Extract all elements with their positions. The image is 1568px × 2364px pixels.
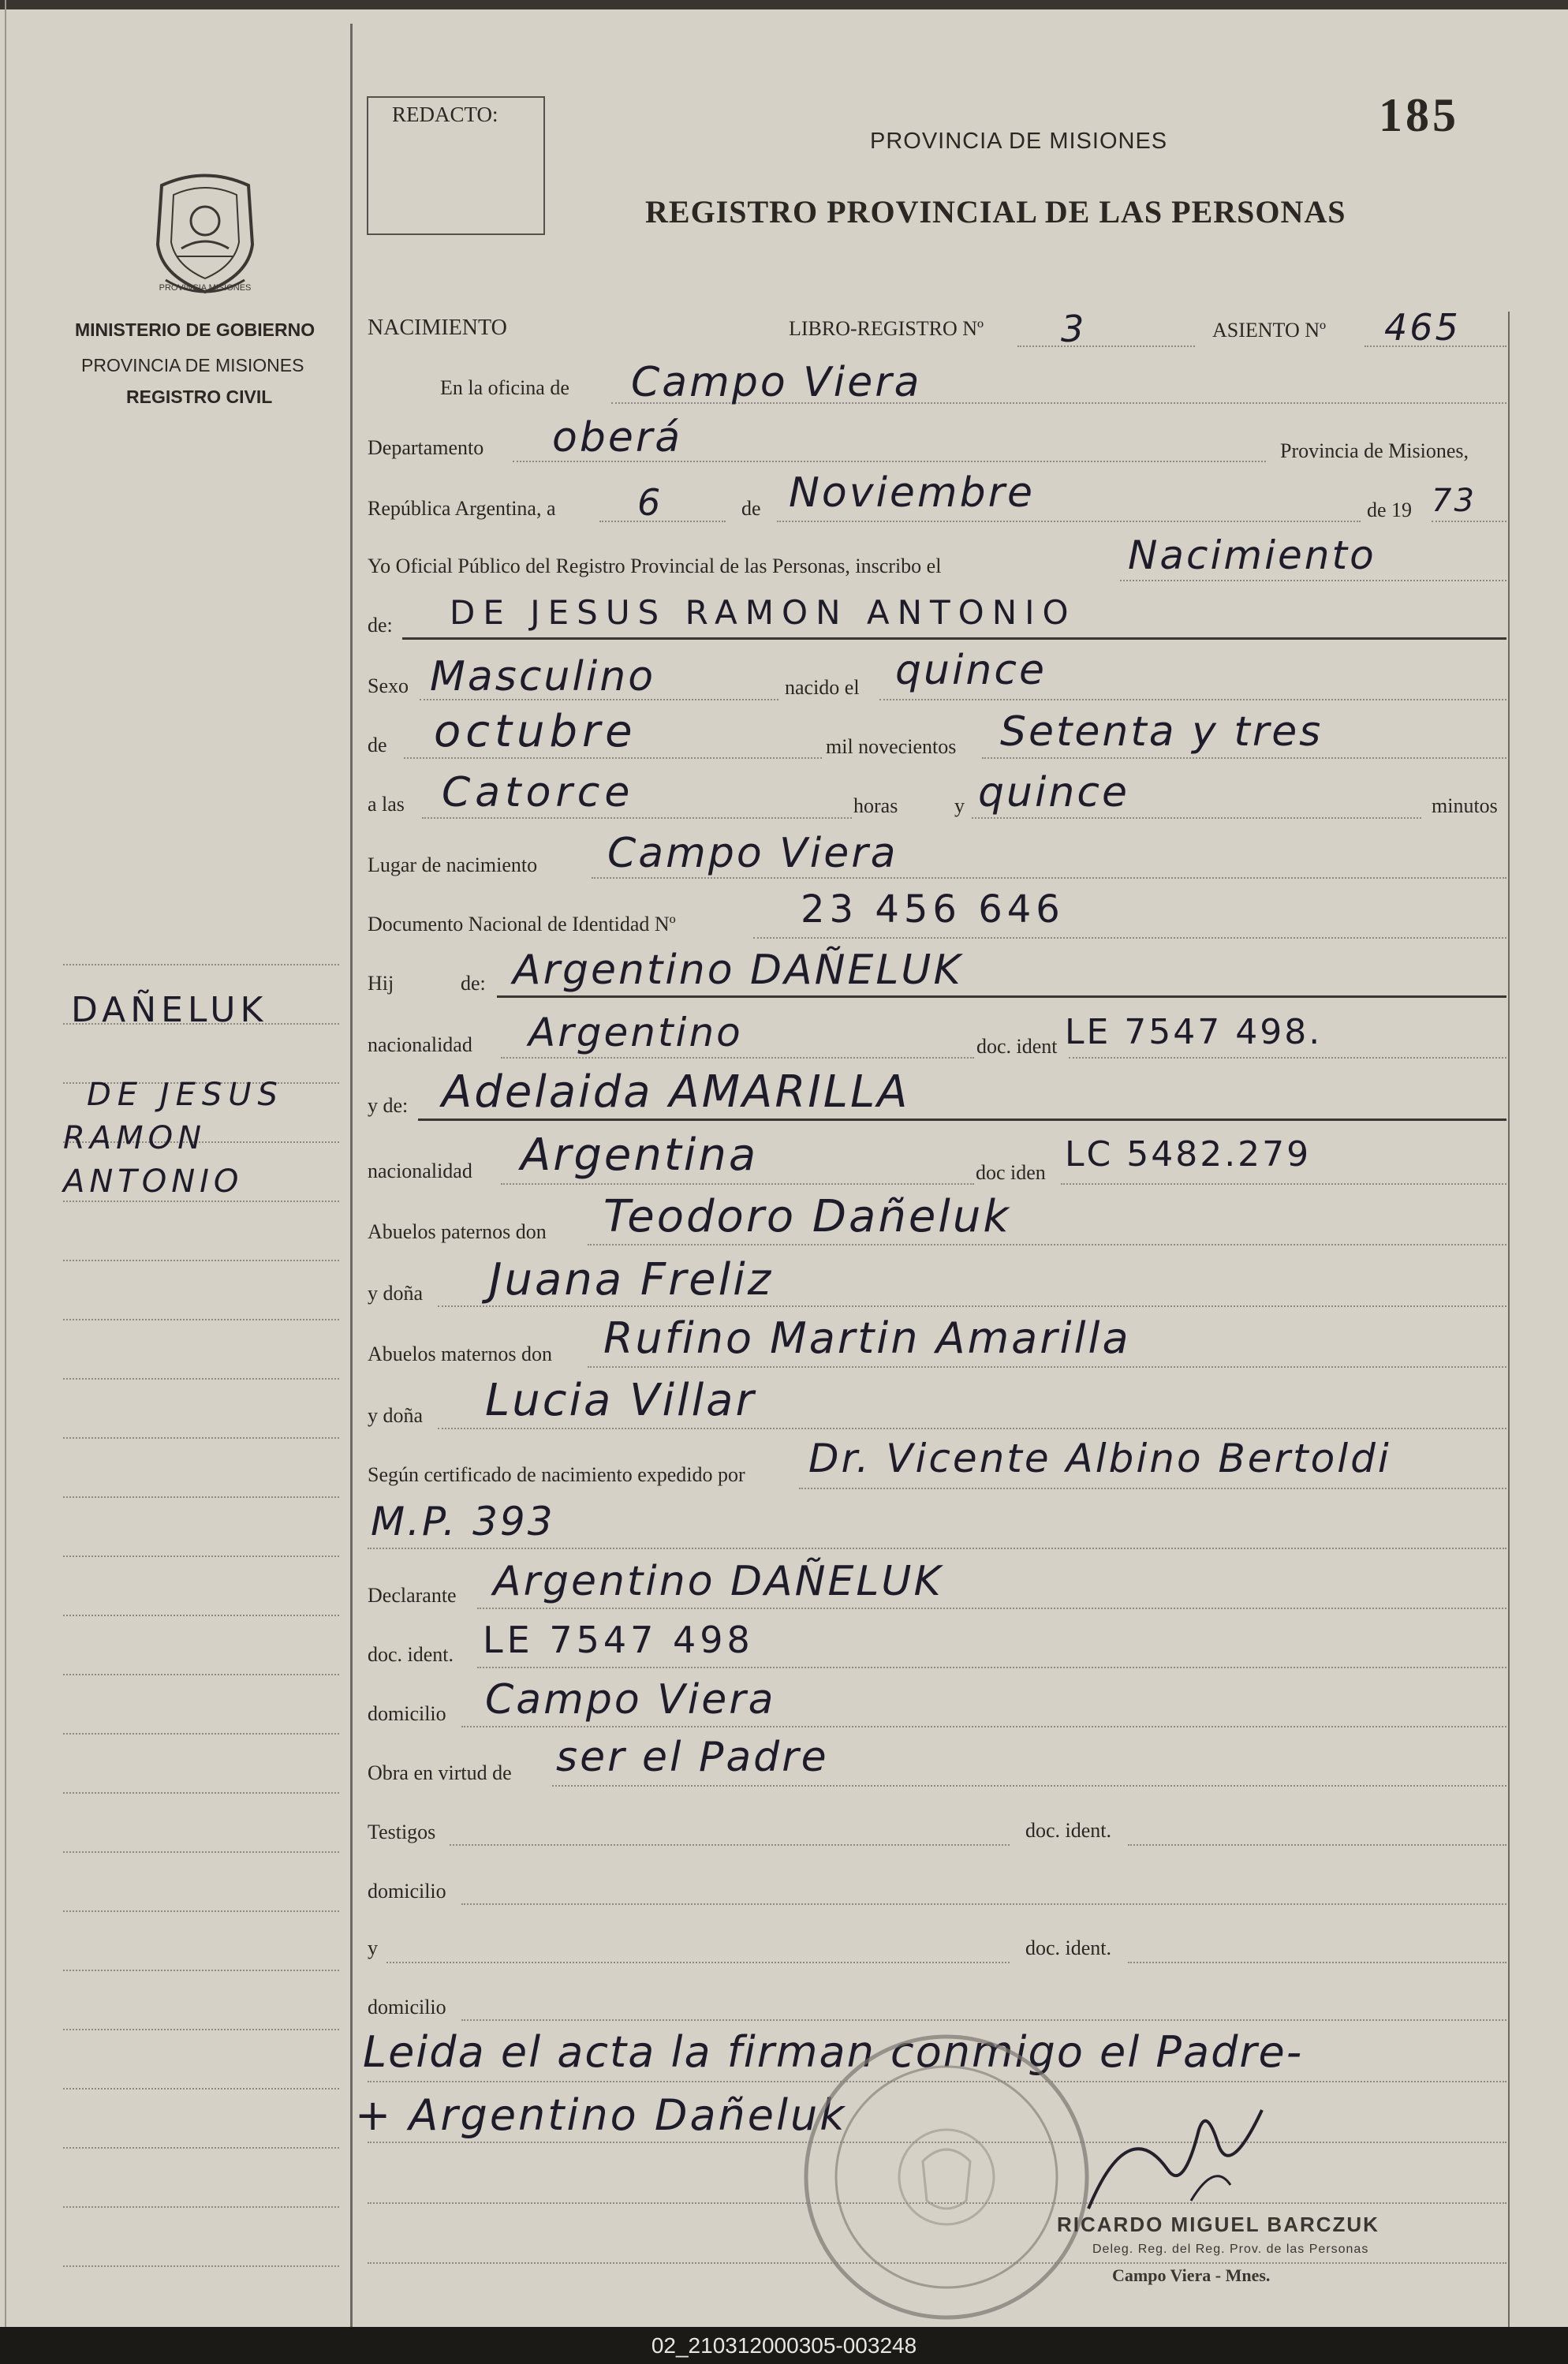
label-declarante: Declarante: [368, 1584, 457, 1607]
ministry-line2: PROVINCIA DE MISIONES: [81, 355, 304, 375]
label-republica: República Argentina, a: [368, 497, 556, 520]
label-de-colon: de:: [368, 614, 393, 637]
label-de2: de: [368, 734, 387, 756]
label-de19: de 19: [1367, 499, 1413, 521]
scan-top-edge: [0, 0, 1568, 9]
label-doc-ident1: doc. ident: [976, 1035, 1058, 1058]
label-doc-ident5: doc. ident.: [1025, 1936, 1112, 1959]
value-certificado: Dr. Vicente Albino Bertoldi: [808, 1436, 1391, 1481]
closing-line2: + Argentino Dañeluk: [355, 2090, 847, 2140]
value-dni: 23 456 646: [801, 887, 1065, 932]
redacto-label: REDACTO:: [392, 103, 498, 126]
label-nacimiento: NACIMIENTO: [368, 316, 507, 340]
margin-name-line3: ANTONIO: [63, 1163, 244, 1200]
value-padre: Argentino DAÑELUK: [513, 947, 963, 994]
label-y-dona1: y doña: [368, 1282, 424, 1305]
provincial-emblem-icon: [138, 170, 272, 300]
emblem-lettering: PROVINCIA MISIONES: [159, 283, 252, 293]
value-libro: 3: [1061, 308, 1087, 350]
value-doc-declarante: LE 7547 498: [483, 1619, 754, 1661]
label-yo-oficial: Yo Oficial Público del Registro Provincial de las Personas, inscribo el: [368, 555, 942, 577]
label-hijo-de: de:: [461, 972, 486, 995]
label-minutos: minutos: [1432, 794, 1498, 817]
label-departamento: Departamento: [368, 436, 484, 459]
value-lugar: Campo Viera: [607, 830, 898, 877]
redacto-box: [367, 96, 545, 235]
label-domicilio1: domicilio: [368, 1702, 446, 1725]
label-provincia: Provincia de Misiones,: [1280, 439, 1469, 462]
label-y-de: y de:: [368, 1094, 409, 1117]
province-heading: PROVINCIA DE MISIONES: [870, 129, 1168, 154]
stamp-title: Deleg. Reg. del Reg. Prov. de las Personas: [1092, 2243, 1369, 2256]
label-doc-ident3: doc. ident.: [368, 1643, 454, 1666]
label-sexo: Sexo: [368, 674, 409, 697]
label-oficina: En la oficina de: [440, 376, 569, 399]
value-minutos: quince: [978, 769, 1129, 816]
label-obra: Obra en virtud de: [368, 1761, 512, 1784]
label-y1: y: [954, 794, 965, 817]
far-left-edge: [5, 0, 6, 2327]
value-madre: Adelaida AMARILLA: [442, 1066, 910, 1118]
value-doc-padre: LE 7547 498.: [1065, 1012, 1323, 1052]
label-nacionalidad1: nacionalidad: [368, 1033, 472, 1056]
value-acto: Nacimiento: [1128, 532, 1376, 578]
value-nacido-el: quince: [895, 647, 1047, 694]
ministry-line1: MINISTERIO DE GOBIERNO: [75, 319, 315, 340]
value-asiento: 465: [1384, 306, 1461, 349]
label-domicilio2: domicilio: [368, 1880, 446, 1903]
stamp-name: RICARDO MIGUEL BARCZUK: [1057, 2213, 1379, 2236]
label-segun: Según certificado de nacimiento expedido por: [368, 1463, 745, 1486]
value-doc-madre: LC 5482.279: [1065, 1134, 1312, 1175]
image-caption: 02_210312000305-003248: [651, 2332, 917, 2358]
value-mes: Noviembre: [789, 469, 1035, 517]
value-anio: 73: [1432, 483, 1477, 519]
image-caption-bar: [0, 2327, 1568, 2364]
label-libro: LIBRO-REGISTRO Nº: [789, 317, 984, 340]
label-a-las: a las: [368, 793, 405, 816]
value-oficina: Campo Viera: [631, 359, 922, 406]
label-doc-ident4: doc. ident.: [1025, 1819, 1112, 1842]
value-abuelo-pat: Teodoro Dañeluk: [603, 1191, 1011, 1242]
registrar-signature-icon: [1081, 2098, 1317, 2216]
label-mil: mil novecientos: [826, 735, 957, 758]
value-nombre: DE JESUS RAMON ANTONIO: [450, 593, 1077, 632]
value-abuela-pat: Juana Freliz: [489, 1254, 774, 1305]
value-anio-nac: Setenta y tres: [1000, 708, 1323, 756]
stamp-place: Campo Viera - Mnes.: [1112, 2265, 1271, 2285]
margin-surname: DAÑELUK: [71, 990, 268, 1030]
label-abuelos-mat: Abuelos maternos don: [368, 1343, 552, 1365]
label-nacionalidad2: nacionalidad: [368, 1160, 472, 1182]
value-obra: ser el Padre: [556, 1734, 829, 1781]
label-y2: y: [368, 1936, 378, 1959]
label-domicilio3: domicilio: [368, 1996, 446, 2019]
value-abuelo-mat: Rufino Martin Amarilla: [603, 1313, 1131, 1363]
label-hijo: Hij: [368, 972, 394, 995]
margin-name-line1: DE JESUS: [87, 1077, 284, 1113]
value-sexo: Masculino: [430, 653, 656, 700]
margin-name-line2: RAMON: [63, 1120, 207, 1156]
label-y-dona2: y doña: [368, 1404, 424, 1427]
closing-line1: Leida el acta la firman conmigo el Padre-: [363, 2027, 1304, 2077]
label-abuelos-pat: Abuelos paternos don: [368, 1220, 547, 1243]
value-declarante: Argentino DAÑELUK: [493, 1558, 943, 1605]
ministry-line3: REGISTRO CIVIL: [126, 387, 273, 407]
left-margin-rule: [350, 24, 353, 2327]
label-dni: Documento Nacional de Identidad Nº: [368, 913, 676, 936]
value-abuela-mat: Lucia Villar: [485, 1375, 756, 1426]
label-doc-ident2: doc iden: [976, 1161, 1046, 1184]
value-certificado2: M.P. 393: [371, 1499, 555, 1544]
value-nac-padre: Argentino: [528, 1010, 743, 1055]
label-horas: horas: [853, 794, 898, 817]
label-nacido-el: nacido el: [785, 676, 860, 699]
label-testigos: Testigos: [368, 1821, 436, 1843]
official-round-seal-icon: [797, 2027, 1096, 2327]
label-asiento: ASIENTO Nº: [1212, 319, 1327, 342]
value-hora: Catorce: [442, 769, 635, 816]
page-number: 185: [1379, 89, 1459, 141]
value-dia: 6: [637, 481, 663, 524]
registry-title: REGISTRO PROVINCIAL DE LAS PERSONAS: [645, 194, 1346, 230]
value-departamento: oberá: [552, 414, 683, 461]
value-mes-nac: octubre: [434, 706, 637, 757]
value-domicilio: Campo Viera: [485, 1676, 776, 1724]
value-nac-madre: Argentina: [521, 1130, 759, 1181]
right-margin-rule: [1508, 312, 1510, 2331]
label-lugar: Lugar de nacimiento: [368, 853, 538, 876]
label-de1: de: [741, 497, 761, 520]
